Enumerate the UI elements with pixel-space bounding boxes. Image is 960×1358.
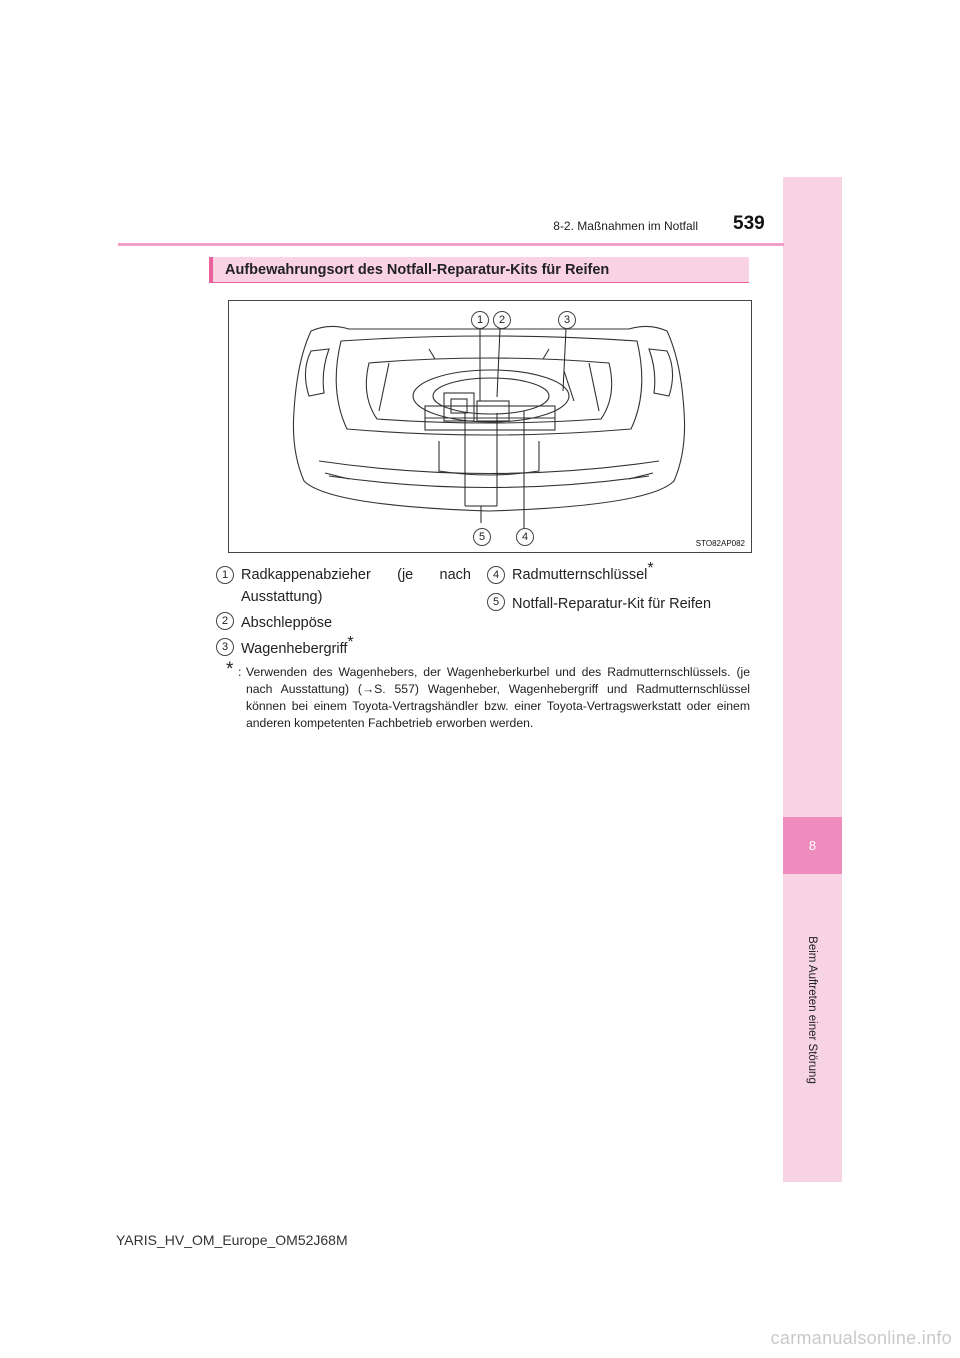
callout-5: 5 — [473, 528, 491, 546]
trunk-drawing — [229, 301, 751, 552]
chapter-title: Beim Auftreten einer Störung — [806, 936, 818, 1084]
footnote-marker: * — [226, 659, 234, 680]
legend-item-2: Abschleppöse — [241, 615, 333, 631]
legend-number-1: 1 — [216, 566, 234, 584]
chapter-number-tab[interactable] — [783, 817, 842, 874]
page-number: 539 — [733, 213, 765, 234]
section-heading: Aufbewahrungsort des Notfall-Reparatur-Kits für Reifen — [209, 257, 749, 283]
legend-number-5: 5 — [487, 593, 505, 611]
header-divider — [118, 243, 784, 246]
legend-item-3-label: Wagenhebergriff — [241, 641, 348, 657]
document-id: YARIS_HV_OM_Europe_OM52J68M — [116, 1232, 348, 1248]
legend-number-3: 3 — [216, 638, 234, 656]
legend-item-1-line1: Radkappenabzieher (je nach — [241, 567, 471, 583]
legend-number-2: 2 — [216, 612, 234, 630]
chapter-number: 8 — [808, 838, 817, 853]
legend-item-4-asterisk: * — [647, 560, 654, 577]
figure-code: STO82AP082 — [695, 539, 745, 548]
chapter-tab-upper — [783, 177, 842, 817]
legend-item-3-asterisk: * — [347, 634, 354, 651]
legend-item-5: Notfall-Reparatur-Kit für Reifen — [512, 596, 712, 612]
trunk-illustration — [228, 300, 752, 553]
callout-1: 1 — [471, 311, 489, 329]
legend-item-1 — [241, 564, 471, 608]
legend-item-4 — [512, 560, 654, 586]
callout-2: 2 — [493, 311, 511, 329]
legend-item-4-label: Radmutternschlüssel — [512, 567, 648, 583]
legend-item-1-line2: Ausstattung) — [241, 589, 323, 605]
legend-item-3 — [241, 634, 354, 660]
watermark: carmanualsonline.info — [770, 1328, 952, 1348]
footnote-text: Verwenden des Wagenhebers, der Wagenheberkurbel und des Radmutternschlüssels. (je nach Ausstattung) (→S. 557) Wagenheber, Wagenhebergriff und Radmutternschlüssel können bei einem Toyota-Vertragshändler bzw. einer Toyota-Vertragswerkstatt oder einem anderen kompetenten Fachbetrieb erworben werden. — [246, 665, 750, 730]
legend-number-4: 4 — [487, 566, 505, 584]
callout-3: 3 — [558, 311, 576, 329]
callout-4: 4 — [516, 528, 534, 546]
running-header-section: 8-2. Maßnahmen im Notfall — [553, 219, 698, 233]
footnote-colon: : — [238, 665, 242, 679]
